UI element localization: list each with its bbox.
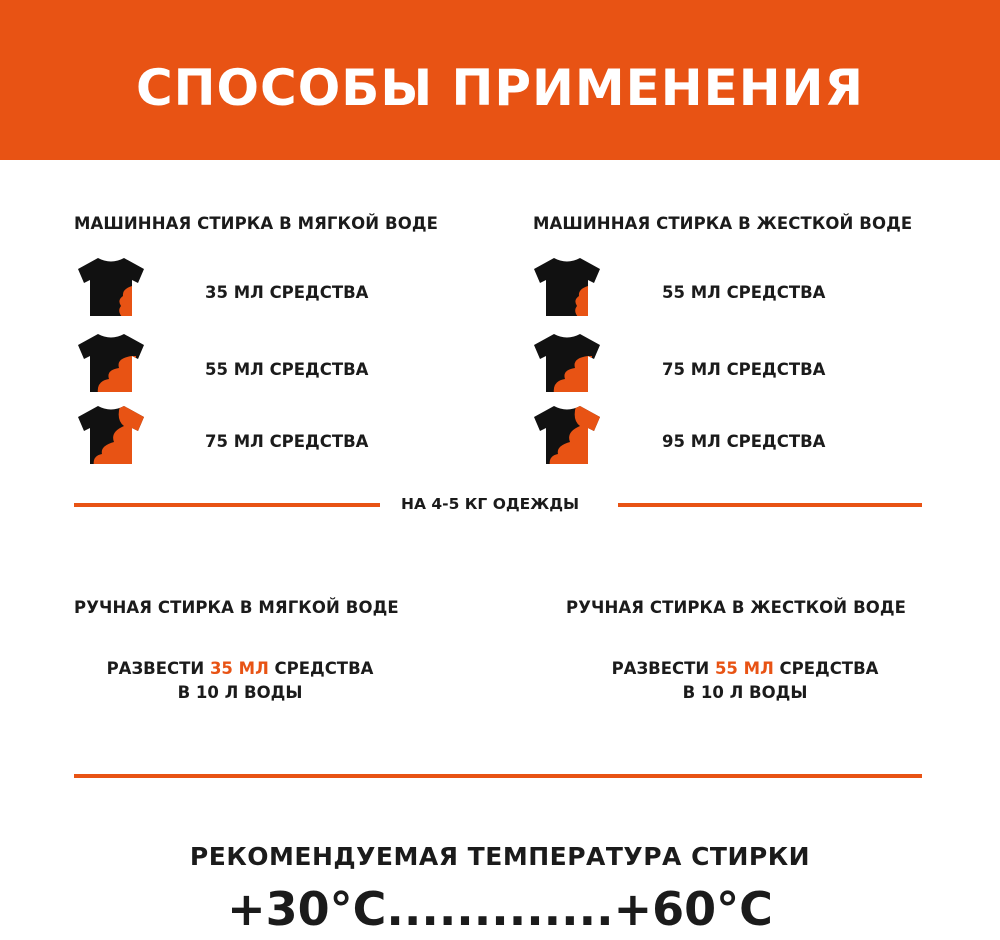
hand-hard-prefix: РАЗВЕСТИ — [611, 659, 710, 678]
hand-soft-water: В 10 Л ВОДЫ — [177, 683, 303, 702]
tshirt-icon-medium-stain — [532, 332, 602, 394]
machine-hard-dose-1: 55 МЛ СРЕДСТВА — [662, 283, 826, 302]
tshirt-icon-medium-stain — [76, 332, 146, 394]
tshirt-icon-large-stain — [76, 404, 146, 466]
divider-full — [74, 774, 922, 778]
hand-soft-title: РУЧНАЯ СТИРКА В МЯГКОЙ ВОДЕ — [74, 598, 399, 617]
hand-soft-prefix: РАЗВЕСТИ — [106, 659, 205, 678]
machine-soft-dose-3: 75 МЛ СРЕДСТВА — [205, 432, 369, 451]
hand-hard-instruction — [565, 657, 925, 681]
hand-soft-instruction — [60, 657, 420, 681]
temperature-title: РЕКОМЕНДУЕМАЯ ТЕМПЕРАТУРА СТИРКИ — [189, 842, 811, 871]
tshirt-icon-large-stain — [532, 404, 602, 466]
divider-left — [74, 503, 380, 507]
tshirt-icon-small-stain — [532, 256, 602, 318]
header-banner — [0, 0, 1000, 160]
machine-hard-dose-3: 95 МЛ СРЕДСТВА — [662, 432, 826, 451]
hand-soft-amount: 35 МЛ — [209, 659, 269, 678]
temperature-range: +30°С.............+60°С — [227, 882, 773, 936]
hand-hard-water: В 10 Л ВОДЫ — [682, 683, 808, 702]
machine-soft-dose-2: 55 МЛ СРЕДСТВА — [205, 360, 369, 379]
tshirt-icon-small-stain — [76, 256, 146, 318]
machine-soft-dose-1: 35 МЛ СРЕДСТВА — [205, 283, 369, 302]
machine-hard-title: МАШИННАЯ СТИРКА В ЖЕСТКОЙ ВОДЕ — [533, 214, 913, 233]
hand-soft-suffix: СРЕДСТВА — [274, 659, 374, 678]
page-title: СПОСОБЫ ПРИМЕНЕНИЯ — [135, 59, 864, 117]
machine-soft-title: МАШИННАЯ СТИРКА В МЯГКОЙ ВОДЕ — [74, 214, 438, 233]
machine-hard-dose-2: 75 МЛ СРЕДСТВА — [662, 360, 826, 379]
divider-right — [618, 503, 922, 507]
hand-hard-suffix: СРЕДСТВА — [779, 659, 879, 678]
hand-hard-title: РУЧНАЯ СТИРКА В ЖЕСТКОЙ ВОДЕ — [566, 598, 907, 617]
load-label: НА 4-5 КГ ОДЕЖДЫ — [401, 495, 580, 513]
hand-hard-amount: 55 МЛ — [714, 659, 774, 678]
